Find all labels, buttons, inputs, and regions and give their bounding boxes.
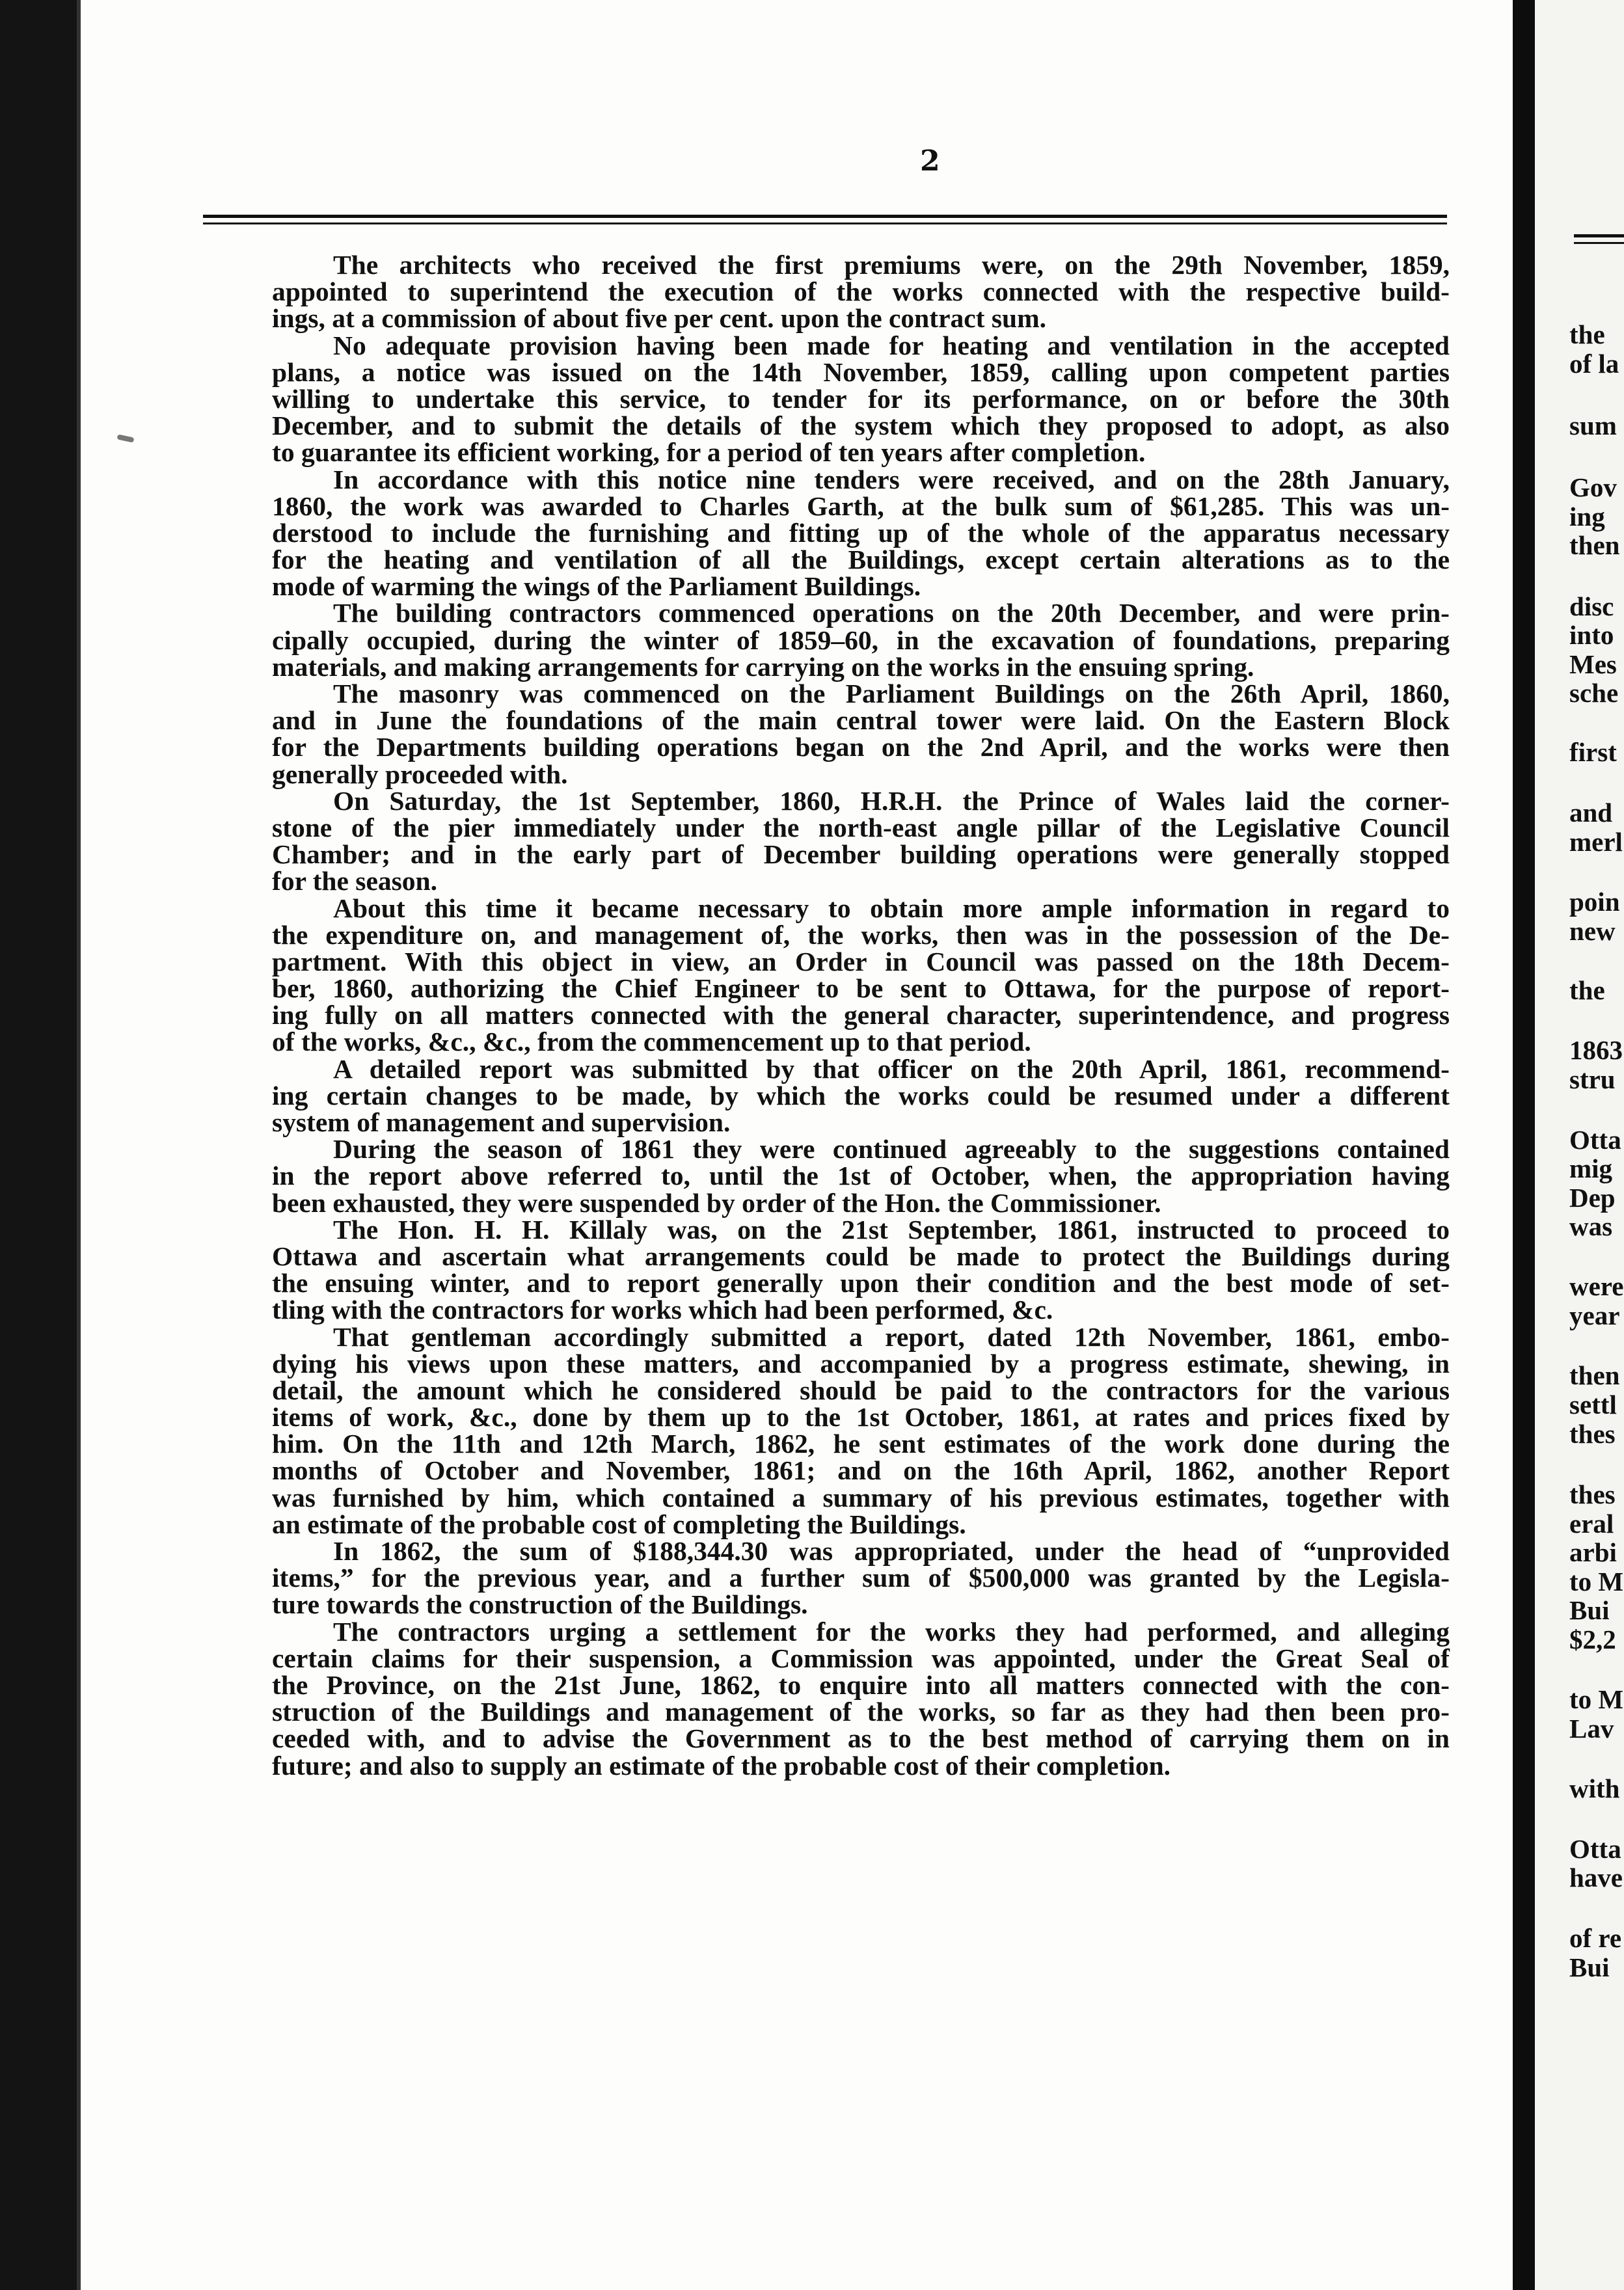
text-line: That gentleman accordingly submitted a report, dated 12th November, 1861, embo- (333, 1321, 1450, 1352)
adjacent-text-fragment: thes (1569, 1479, 1616, 1509)
adjacent-header-rule (1574, 234, 1624, 237)
adjacent-text-fragment: the (1569, 319, 1605, 349)
adjacent-text-fragment: with (1569, 1773, 1620, 1803)
text-line: partment. With this object in view, an Order in Council was passed on the 18th Decem- (272, 946, 1450, 977)
text-line: In 1862, the sum of $188,344.30 was appropriated, under the head of “unprovided (333, 1536, 1450, 1566)
text-line: About this time it became necessary to obtain more ample information in regard to (333, 893, 1450, 923)
adjacent-text-fragment: stru (1569, 1064, 1616, 1094)
text-line: The masonry was commenced on the Parliament Buildings on the 26th April, 1860, (333, 679, 1450, 708)
adjacent-text-fragment: Bui (1569, 1952, 1610, 1982)
adjacent-text-fragment: sche (1569, 678, 1619, 708)
text-line: him. On the 11th and 12th March, 1862, he sent estimates of the work done during the (272, 1429, 1450, 1459)
text-line: items of work, &c., done by them up to the 1st October, 1861, at rates and prices fixed by (272, 1402, 1450, 1433)
paragraph (272, 600, 1450, 680)
paragraph (272, 680, 1450, 788)
adjacent-text-fragment: the (1569, 975, 1605, 1005)
text-line: appointed to superintend the execution of the works connected with the respective build- (272, 276, 1450, 307)
text-line: The contractors urging a settlement for the works they had performed, and alleging (333, 1616, 1450, 1647)
adjacent-text-fragment: into (1569, 620, 1614, 650)
text-line: months of October and November, 1861; and on the 16th April, 1862, another Report (272, 1455, 1450, 1486)
header-rule-thin (203, 222, 1447, 224)
adjacent-text-fragment: then (1569, 1360, 1620, 1390)
text-line: to guarantee its efficient working, for a period of ten years after completion. (272, 437, 1146, 468)
text-line: derstood to include the furnishing and fitting up of the whole of the apparatus necessary (272, 517, 1450, 548)
adjacent-text-fragment: merl (1569, 827, 1623, 857)
text-line: ceeded with, and to advise the Government as to the best method of carrying them on in (272, 1723, 1450, 1754)
text-line: In accordance with this notice nine tenders were received, and on the 28th January, (333, 464, 1450, 494)
text-line: cipally occupied, during the winter of 1859–60, in the excavation of foundations, preparing (272, 625, 1450, 655)
adjacent-page (1535, 0, 1624, 2290)
adjacent-header-rule-thin (1574, 242, 1624, 244)
adjacent-text-fragment: Bui (1569, 1595, 1610, 1625)
text-line: struction of the Buildings and management of the works, so far as they had then been pro- (272, 1697, 1450, 1727)
adjacent-text-fragment: of re (1569, 1923, 1622, 1953)
text-line: generally proceeded with. (272, 759, 568, 789)
paragraph (272, 1321, 1450, 1539)
body-text (272, 252, 1450, 1779)
adjacent-text-fragment: $2,2 (1569, 1624, 1616, 1654)
text-line: Chamber; and in the early part of December building operations were generally stopped (272, 839, 1450, 870)
text-line: On Saturday, the 1st September, 1860, H.R.H. the Prince of Wales laid the corner- (333, 785, 1450, 816)
adjacent-text-fragment: were (1569, 1271, 1624, 1301)
paragraph (272, 1616, 1450, 1781)
adjacent-text-fragment: poin (1569, 887, 1620, 917)
text-line: Ottawa and ascertain what arrangements could be made to protect the Buildings during (272, 1241, 1450, 1271)
adjacent-text-fragment: eral (1569, 1509, 1614, 1539)
adjacent-text-fragment: thes (1569, 1419, 1616, 1449)
paragraph (272, 1136, 1450, 1217)
text-line: ber, 1860, authorizing the Chief Engineer to be sent to Ottawa, for the purpose of report- (272, 973, 1450, 1004)
text-line: the ensuing winter, and to report generally upon their condition and the best mode of set- (272, 1268, 1450, 1299)
text-line: system of management and supervision. (272, 1107, 731, 1137)
paragraph (272, 1538, 1450, 1619)
paragraph (272, 332, 1450, 466)
text-line: items,” for the previous year, and a further sum of $500,000 was granted by the Legisla- (272, 1563, 1450, 1593)
text-line: materials, and making arrangements for carrying on the works in the ensuing spring. (272, 651, 1254, 682)
text-line: No adequate provision having been made for heating and ventilation in the accepted (333, 330, 1450, 360)
text-line: for the heating and ventilation of all the Buildings, except certain alterations as to the (272, 545, 1450, 575)
text-line: an estimate of the probable cost of completing the Buildings. (272, 1509, 966, 1539)
text-line: stone of the pier immediately under the north-east angle pillar of the Legislative Council (272, 812, 1450, 842)
page-gutter (1513, 0, 1535, 2290)
paragraph (272, 1053, 1450, 1137)
text-line: and in June the foundations of the main central tower were laid. On the Eastern Block (272, 705, 1450, 736)
adjacent-text-fragment: mig (1569, 1153, 1613, 1183)
adjacent-text-fragment: disc (1569, 591, 1614, 621)
text-line: The building contractors commenced operations on the 20th December, and were prin- (333, 598, 1450, 628)
text-line: During the season of 1861 they were continued agreeably to the suggestions contained (333, 1134, 1450, 1165)
adjacent-text-fragment: Lav (1569, 1714, 1614, 1744)
text-line: dying his views upon these matters, and accompanied by a progress estimate, shewing, in (272, 1348, 1450, 1379)
text-line: tling with the contractors for works which had been performed, &c. (272, 1295, 1053, 1325)
text-line: A detailed report was submitted by that officer on the 20th April, 1861, recommend- (333, 1053, 1450, 1084)
text-line: ings, at a commission of about five per cent. upon the contract sum. (272, 303, 1047, 334)
text-line: certain claims for their suspension, a Commission was appointed, under the Great Seal of (272, 1643, 1450, 1673)
text-line: The architects who received the first premiums were, on the 29th November, 1859, (333, 250, 1450, 280)
adjacent-text-fragment: and (1569, 798, 1613, 828)
text-line: the Province, on the 21st June, 1862, to enquire into all matters connected with the con- (272, 1669, 1450, 1700)
text-line: the expenditure on, and management of, the works, then was in the possession of the De- (272, 919, 1450, 950)
paragraph (272, 1214, 1450, 1325)
text-line: December, and to submit the details of the system which they proposed to adopt, as also (272, 411, 1450, 441)
text-line: been exhausted, they were suspended by order of the Hon. the Commissioner. (272, 1187, 1161, 1218)
paragraph (272, 466, 1450, 600)
text-line: detail, the amount which he considered should be paid to the contractors for the various (272, 1375, 1450, 1405)
text-line: willing to undertake this service, to tender for its performance, on or before the 30th (272, 383, 1450, 414)
text-line: ture towards the construction of the Buildings. (272, 1589, 808, 1620)
adjacent-text-fragment: arbi (1569, 1537, 1617, 1567)
adjacent-text-fragment: Dep (1569, 1183, 1616, 1213)
text-line: ing fully on all matters connected with the general character, superintendence, and progress (272, 1000, 1450, 1030)
adjacent-text-fragment: to M (1569, 1684, 1624, 1714)
adjacent-text-fragment: ing (1569, 502, 1605, 532)
adjacent-text-fragment: settl (1569, 1390, 1617, 1420)
text-line: 1860, the work was awarded to Charles Garth, at the bulk sum of $61,285. This was un- (272, 491, 1450, 521)
adjacent-text-fragment: Otta (1569, 1125, 1621, 1155)
adjacent-text-fragment: 1863 (1569, 1035, 1623, 1065)
text-line: for the Departments building operations began on the 2nd April, and the works were then (272, 732, 1450, 762)
header-rule-thick (203, 215, 1447, 218)
text-line: for the season. (272, 866, 437, 896)
adjacent-text-fragment: year (1569, 1300, 1620, 1330)
adjacent-text-fragment: first (1569, 737, 1617, 767)
adjacent-text-fragment: Mes (1569, 649, 1617, 679)
adjacent-text-fragment: sum (1569, 411, 1617, 440)
paragraph (272, 785, 1450, 896)
paragraph (272, 252, 1450, 332)
adjacent-text-fragment: of la (1569, 349, 1619, 379)
adjacent-text-fragment: was (1569, 1211, 1613, 1241)
adjacent-text-fragment: new (1569, 916, 1616, 946)
page-number: 2 (920, 144, 940, 178)
text-line: future; and also to supply an estimate of the probable cost of their completion. (272, 1750, 1171, 1781)
text-line: plans, a notice was issued on the 14th November, 1859, calling upon competent parties (272, 357, 1450, 387)
text-line: ing certain changes to be made, by which the works could be resumed under a different (272, 1080, 1450, 1111)
adjacent-text-fragment: Gov (1569, 472, 1617, 502)
text-line: of the works, &c., &c., from the commencement up to that period. (272, 1027, 1031, 1057)
text-line: mode of warming the wings of the Parliament Buildings. (272, 571, 921, 602)
text-line: The Hon. H. H. Killaly was, on the 21st September, 1861, instructed to proceed to (333, 1214, 1450, 1245)
text-line: was furnished by him, which contained a summary of his previous estimates, together with (272, 1482, 1450, 1513)
adjacent-text-fragment: Otta (1569, 1834, 1621, 1864)
adjacent-text-fragment: then (1569, 530, 1620, 560)
adjacent-text-fragment: have (1569, 1863, 1623, 1893)
text-line: in the report above referred to, until the 1st of October, when, the appropriation having (272, 1161, 1450, 1191)
adjacent-text-fragment: to M (1569, 1567, 1624, 1596)
paragraph (272, 895, 1450, 1056)
